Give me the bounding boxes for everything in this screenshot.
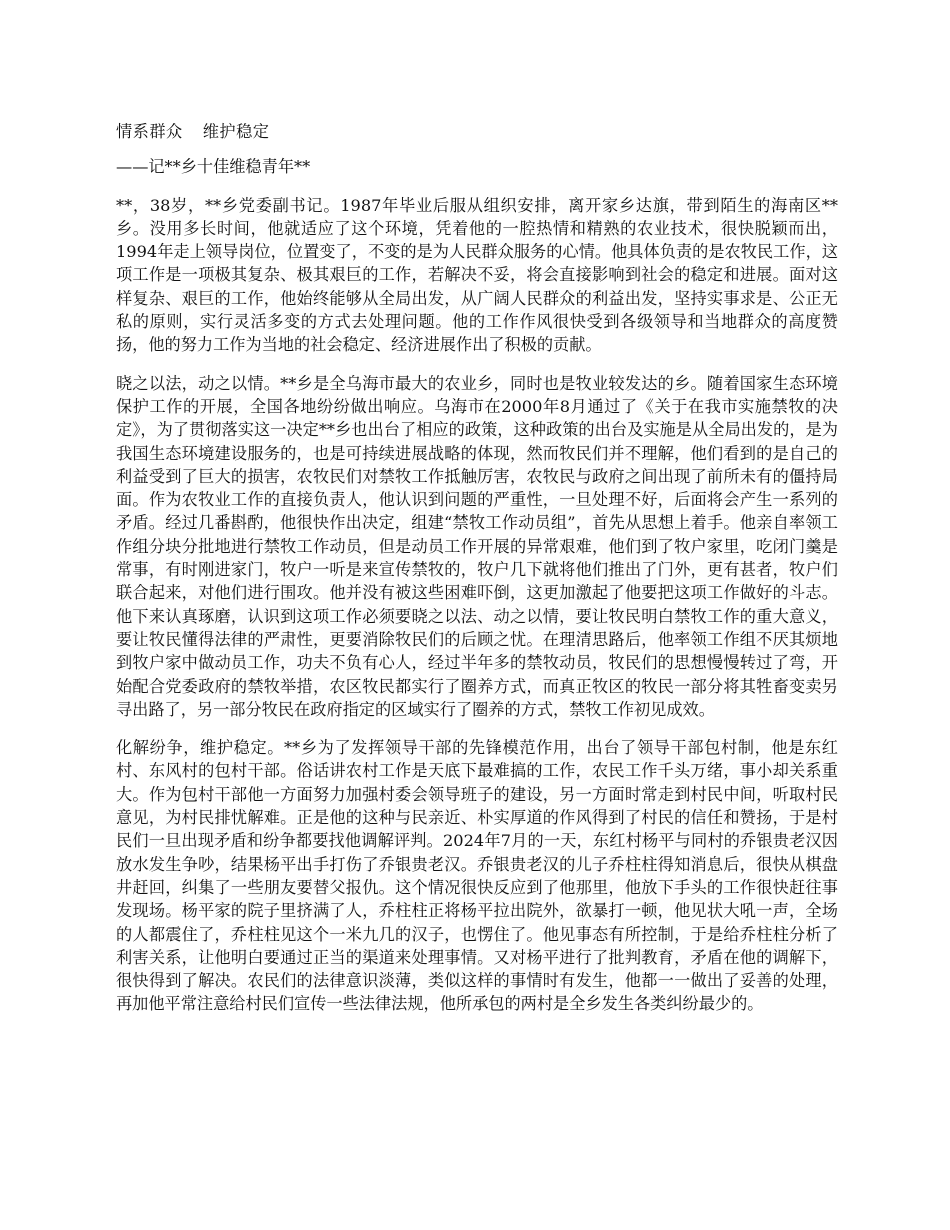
document-body (116, 120, 838, 1031)
paragraph-dispute-resolution: 化解纷争，维护稳定。**乡为了发挥领导干部的先锋模范作用，出台了领导干部包村制，他是东红村、东风村的包村干部。俗话讲农村工作是天底下最难搞的工作，农民工作千头万绪，事小却关系重大。作为包村干部他一方面努力加强村委会领导班子的建设，另一方面时常走到村民中间，听取村民意见，为村民排忧解难。正是他的这种与民亲近、朴实厚道的作风得到了村民的信任和赞扬，于是村民们一旦出现矛盾和纷争都要找他调解评判。2024年7月的一天，东红村杨平与同村的乔银贵老汉因放水发生争吵，结果杨平出手打伤了乔银贵老汉。乔银贵老汉的儿子乔柱柱得知消息后，很快从棋盘井赶回，纠集了一些朋友要替父报仇。这个情况很快反应到了他那里，他放下手头的工作很快赶往事发现场。杨平家的院子里挤满了人，乔柱柱正将杨平拉出院外，欲暴打一顿，他见状大吼一声，全场的人都震住了，乔柱柱见这个一米九几的汉子，也愣住了。他见事态有所控制，于是给乔柱柱分析了利害关系，让他明白要通过正当的渠道来处理事情。又对杨平进行了批判教育，矛盾在他的调解下，很快得到了解决。农民们的法律意识淡薄，类似这样的事情时有发生，他都一一做出了妥善的处理，再加他平常注意给村民们宣传一些法律法规，他所承包的两村是全乡发生各类纠纷最少的。 (116, 738, 838, 1014)
document-subtitle: ——记**乡十佳维稳青年** (116, 157, 311, 177)
title-part-2: 维护稳定 (202, 122, 270, 141)
document-title (116, 120, 838, 143)
paragraph-grazing-ban: 晓之以法，动之以情。**乡是全乌海市最大的农业乡，同时也是牧业较发达的乡。随着国家生态环境保护工作的开展，全国各地纷纷做出响应。乌海市在2000年8月通过了《关于在我市实施禁牧的决定》，为了贯彻落实这一决定**乡也出台了相应的政策，这种政策的出台及实施是从全局出发的，是为我国生态环境建设服务的，也是可持续进展战略的体现，然而牧民们并不理解，他们看到的是自己的利益受到了巨大的损害，农牧民们对禁牧工作抵触厉害，农牧民与政府之间出现了前所未有的僵持局面。作为农牧业工作的直接负责人，他认识到问题的严重性，一旦处理不好，后面将会产生一系列的矛盾。经过几番斟酌，他很快作出决定，组建“禁牧工作动员组”，首先从思想上着手。他亲自率领工作组分块分批地进行禁牧工作动员，但是动员工作开展的异常艰难，他们到了牧户家里，吃闭门羹是常事，有时刚进家门，牧户一听是来宣传禁牧的，牧户几下就将他们推出了门外，更有甚者，牧户们联合起来，对他们进行围攻。他并没有被这些困难吓倒，这更加激起了他要把这项工作做好的斗志。他下来认真琢磨，认识到这项工作必须要晓之以法、动之以情，要让牧民明白禁牧工作的重大意义，要让牧民懂得法律的严肃性，更要消除牧民们的后顾之忧。在理清思路后，他率领工作组不厌其烦地到牧户家中做动员工作，功夫不负有心人，经过半年多的禁牧动员，牧民们的思想慢慢转过了弯，开始配合党委政府的禁牧举措，农区牧民都实行了圈养方式，而真正牧区的牧民一部分将其牲畜变卖另寻出路了，另一部分牧民在政府指定的区域实行了圈养的方式，禁牧工作初见成效。 (116, 373, 838, 719)
paragraph-intro: **，38岁，**乡党委副书记。1987年毕业后服从组织安排，离开家乡达旗，带到陌生的海南区**乡。没用多长时间，他就适应了这个环境，凭着他的一腔热情和精熟的农业技术，很快脱颖而出，1994年走上领导岗位，位置变了，不变的是为人民群众服务的心情。他具体负责的是农牧民工作，这项工作是一项极其复杂、极其艰巨的工作，若解决不妥，将会直接影响到社会的稳定和进展。面对这样复杂、艰巨的工作，他始终能够从全局出发，从广阔人民群众的利益出发，坚持实事求是、公正无私的原则，实行灵活多变的方式去处理问题。他的工作作风很快受到各级领导和当地群众的高度赞扬，他的努力工作为当地的社会稳定、经济进展作出了积极的贡献。 (116, 195, 838, 355)
title-part-1: 情系群众 (116, 122, 183, 141)
